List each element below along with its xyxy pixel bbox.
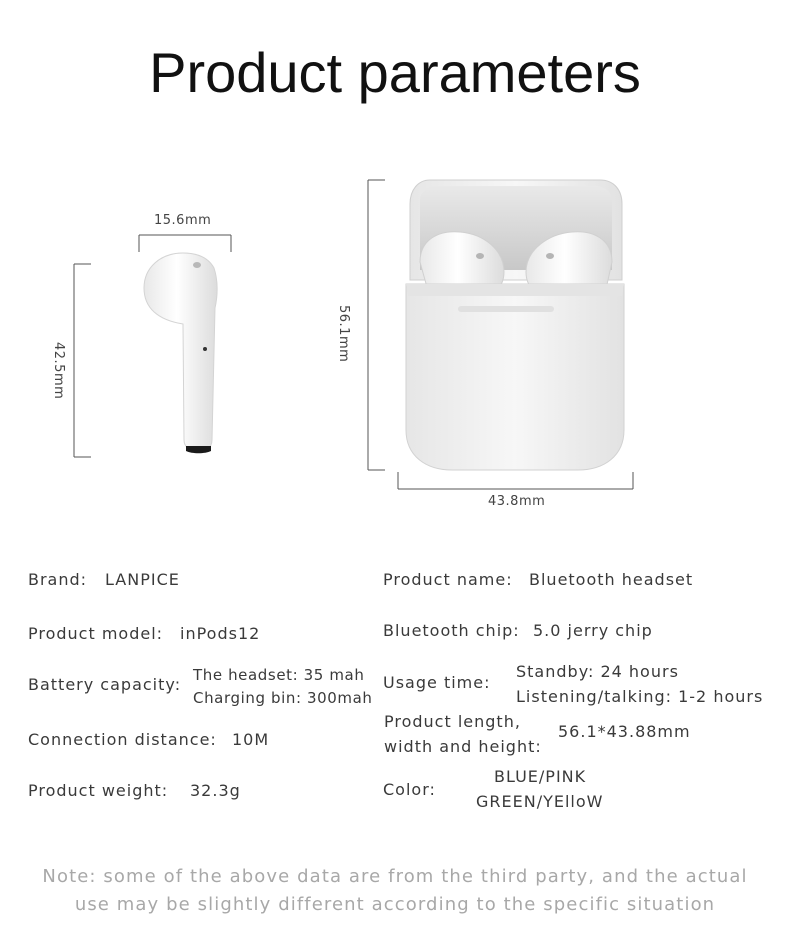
distance-label: Connection distance: (28, 730, 217, 749)
earbud (144, 253, 217, 453)
weight-label: Product weight: (28, 781, 169, 800)
usage-talk: Listening/talking: 1-2 hours (516, 687, 764, 706)
weight-value: 32.3g (190, 781, 241, 800)
earbud-width-label: 15.6mm (154, 213, 212, 228)
charging-case (406, 180, 624, 470)
case-width-line (398, 472, 633, 489)
color-value-line1: BLUE/PINK (494, 767, 587, 786)
case-width-label: 43.8mm (488, 494, 546, 509)
model-label: Product model: (28, 624, 164, 643)
size-label-line1: Product length, (384, 712, 521, 731)
product-image (0, 160, 790, 520)
product-name-label: Product name: (383, 570, 513, 589)
battery-label: Battery capacity: (28, 675, 182, 694)
brand-label: Brand: (28, 570, 88, 589)
chip-label: Bluetooth chip: (383, 621, 520, 640)
earbud-height-line (74, 264, 91, 457)
usage-standby: Standby: 24 hours (516, 662, 679, 681)
distance-value: 10M (232, 730, 270, 749)
color-value-line2: GREEN/YEll​oW (476, 792, 604, 811)
battery-bin: Charging bin: 300mah (193, 689, 373, 707)
size-value: 56.1*43.88mm (558, 722, 691, 741)
earbud-width-line (139, 235, 231, 252)
case-height-label: 56.1mm (336, 305, 351, 363)
model-value: inPods12 (180, 624, 261, 643)
product-name-value: Bluetooth headset (529, 570, 694, 589)
usage-label: Usage time: (383, 673, 491, 692)
page-title: Product parameters (149, 41, 641, 104)
chip-value: 5.0 jerry chip (533, 621, 653, 640)
case-height-line (368, 180, 385, 470)
earbud-height-label: 42.5mm (51, 342, 66, 400)
color-label: Color: (383, 780, 436, 799)
brand-value: LANPICE (105, 570, 180, 589)
battery-headset: The headset: 35 mah (193, 666, 365, 684)
size-label-line2: width and height: (384, 737, 542, 756)
note-line-1: Note: some of the above data are from the third party, and the actual (42, 866, 748, 887)
note-line-2: use may be slightly different according to the specific situation (74, 894, 716, 915)
